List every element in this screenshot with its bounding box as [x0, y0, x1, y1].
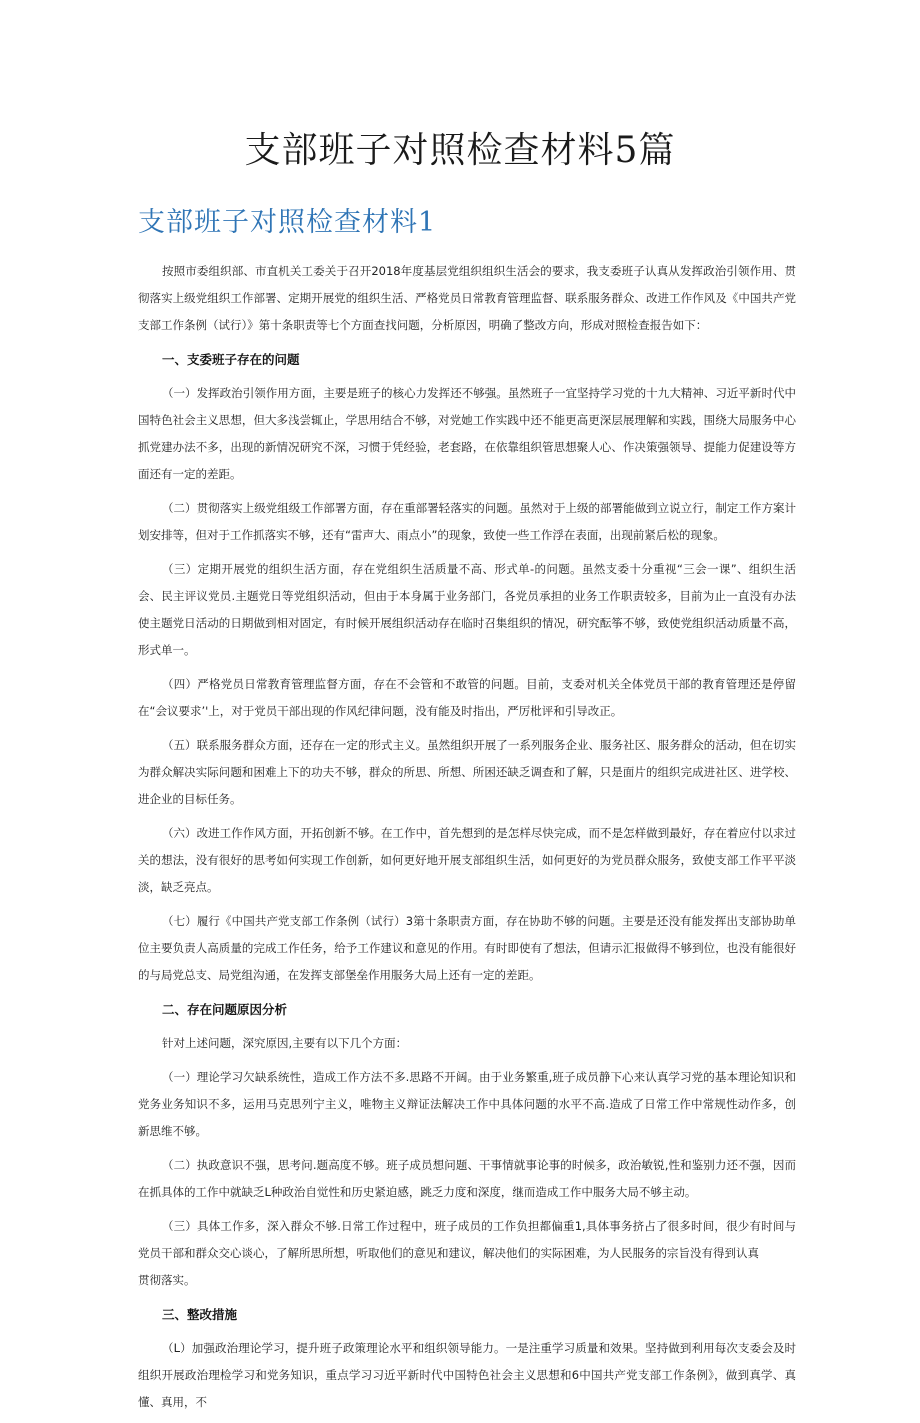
paragraph: （六）改进工作作风方面，开拓创新不够。在工作中，首先想到的是怎样尽快完成，而不是怎样做到最好，存在着应付以求过关的想法，没有很好的思考如何实现工作创新，如何更好地开展支部组织生活，如何更好的为党员群众服务，致使支部工作平平淡淡，缺乏亮点。: [138, 826, 796, 894]
paragraph: （七）履行《中国共产党支部工作条例（试行）3第十条职责方面，存在协助不够的问题。主要是还没有能发挥出支部协助单位主要负责人高质量的完成工作任务，给予工作建议和意见的作用。有时即使有了想法，但请示汇报做得不够到位，也没有能很好的与局党总支、局党组沟通，在发挥支部堡垒作用服务大局上还有一定的差距。: [138, 914, 796, 982]
intro-paragraph: 按照市委组织部、市直机关工委关于召开2018年度基层党组织组织生活会的要求，我支委班子认真从发挥政治引领作用、贯彻落实上级党组织工作部署、定期开展党的组织生活、严格党员日常教育管理监督、联系服务群众、改进工作作风及《中国共产党支部工作条例（试行）》第十条职责等七个方面查找问题，分析原因，明确了整改方向，形成对照检查报告如下：: [138, 264, 796, 332]
paragraph: （一）发挥政治引领作用方面，主要是班子的核心力发挥还不够强。虽然班子一宜坚持学习党的十九大精神、习近平新时代中国特色社会主义思想，但大多浅尝辄止，学思用结合不够，对党她工作实践中还不能更高更深层展理解和实践，围绕大局服务中心抓党建办法不多，出现的新情况研究不深，习惯于凭经验，老套路，在依靠组织管思想聚人心、作决策强领导、提能力促建设等方面还有一定的差距。: [138, 386, 796, 481]
paragraph: （一）理论学习欠缺系统性，造成工作方法不多.思路不开阔。由于业务繁重,班子成员静下心来认真学习党的基本理论知识和党务业务知识不多，运用马克思列宁主义，唯物主义辩证法解决工作中具体问题的水平不高.造成了日常工作中常规性动作多，创新思维不够。: [138, 1070, 796, 1138]
paragraph: （三）定期开展党的组织生活方面，存在党组织生活质量不高、形式单-的问题。虽然支委十分重视“三会一课”、组织生活会、民主评议党员.主题党日等党组织活动，但由于本身属于业务部门，各党员承担的业务工作职责较多，目前为止一直没有办法使主题党日活动的日期做到相对固定，有时候开展组织活动存在临时召集组织的情况，研究酝筝不够，致使党组织活动质量不高，形式单一。: [138, 562, 796, 657]
heading-causes: 二、存在问题原因分析: [162, 1002, 288, 1017]
paragraph: （三）具体工作多，深入群众不够.日常工作过程中，班子成员的工作负担都偏重1,具体事务挤占了很多时间，很少有时间与党员干部和群众交心谈心，了解所思所想，听取他们的意见和建议，解决他们的实际困难，为人民服务的宗旨没有得到认真: [138, 1219, 796, 1260]
document-title: 支部班子对照检查材料5篇: [244, 130, 676, 171]
heading-problems: 一、支委班子存在的问题: [162, 352, 300, 367]
document-body: [138, 258, 796, 1423]
paragraph: （五）联系服务群众方面，还存在一定的形式主义。虽然组织开展了一系列服务企业、服务社区、服务群众的活动，但在切实为群众解决实际问题和困难上下的功夫不够，群众的所思、所想、所困还缺乏调查和了解，只是面片的组织完成进社区、进学校、进企业的目标任务。: [138, 738, 796, 806]
paragraph: （二）执政意识不强，思考问.题高度不够。班子成员想问题、干事情就事论事的时候多，政治敏锐,性和鉴别力还不强，因而在抓具体的工作中就缺乏L种政治自觉性和历史紧迫感，跳乏力度和深度，继而造成工作中服务大局不够主动。: [138, 1158, 796, 1199]
paragraph: （二）贯彻落实上级党组级工作部署方面，存在重部署轻落实的问题。虽然对于上级的部署能做到立说立行，制定工作方案计划安排等，但对于工作抓落实不够，还有“雷声大、雨点小”的现象，致使一些工作浮在表面，出现前紧后松的现象。: [138, 501, 796, 542]
heading-measures: 三、整改措施: [162, 1307, 238, 1322]
paragraph: 针对上述问题，深究原因,主要有以下几个方面：: [162, 1036, 408, 1050]
section-title: 支部班子对照检查材料1: [138, 207, 437, 238]
paragraph-continuation: 贯彻落实。: [138, 1273, 196, 1287]
paragraph: （L）加强政治理论学习，提升班子政策理论水平和组织领导能力。一是注重学习质量和效果。坚持做到利用每次支委会及时组织开展政治理检学习和党务知识，重点学习习近平新时代中国特色社会主义思想和6中国共产党支部工作条例》，做到真学、真懂、真用，不: [138, 1341, 796, 1409]
paragraph: （四）严格党员日常教育管理监督方面，存在不会管和不敢管的问题。目前，支委对机关全体党员干部的教育管理还是停留在“会议要求’'上，对于党员干部出现的作风纪律问题，没有能及时指出，严厉枇评和引导改正。: [138, 677, 796, 718]
